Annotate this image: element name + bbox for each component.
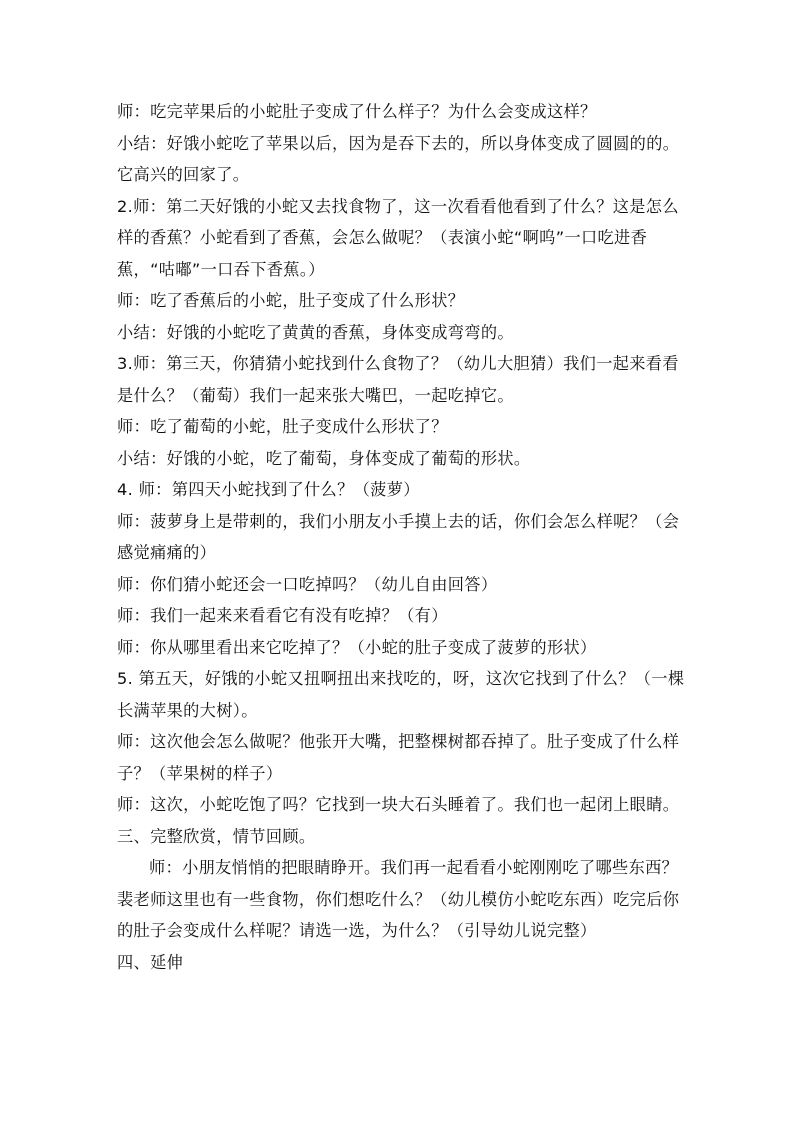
text-line: 样的香蕉？小蛇看到了香蕉，会怎么做呢？（表演小蛇“啊呜”一口吃进香	[117, 228, 648, 247]
text-line: 裴老师这里也有一些食物，你们想吃什么？（幼儿模仿小蛇吃东西）吃完后你	[117, 889, 680, 909]
text-line: 蕉，“咕嘟”一口吞下香蕉。）	[117, 259, 325, 279]
text-line: 小结：好饿的小蛇吃了黄黄的香蕉，身体变成弯弯的。	[117, 322, 514, 342]
text-line: 师：吃完苹果后的小蛇肚子变成了什么样子？为什么会变成这样？	[117, 102, 597, 121]
text-line: 是什么？（葡萄）我们一起来张大嘴巴，一起吃掉它。	[117, 385, 514, 405]
text-line: 师：你从哪里看出来它吃掉了？（小蛇的肚子变成了菠萝的形状）	[117, 637, 597, 657]
text-line: 师：小朋友悄悄的把眼睛睁开。我们再一起看看小蛇刚刚吃了哪些东西？	[149, 858, 679, 877]
text-line: 感觉痛痛的）	[117, 543, 217, 562]
text-line: 师：吃了葡萄的小蛇，肚子变成什么形状了？	[117, 417, 448, 436]
document-body	[117, 96, 685, 978]
text-line: 3.师：第三天，你猜猜小蛇找到什么食物了？（幼儿大胆猜）我们一起来看看	[117, 354, 679, 373]
text-line: 师：这次他会怎么做呢？他张开大嘴，把整棵树都吞掉了。肚子变成了什么样	[117, 732, 680, 751]
text-line: 它高兴的回家了。	[117, 165, 250, 184]
text-line: 长满苹果的大树）。	[117, 700, 258, 720]
text-line: 小结：好饿的小蛇，吃了葡萄，身体变成了葡萄的形状。	[117, 448, 531, 468]
text-line: 4. 师：第四天小蛇找到了什么？（菠萝）	[117, 480, 420, 499]
text-line: 师：这次，小蛇吃饱了吗？它找到一块大石头睡着了。我们也一起闭上眼睛。	[117, 795, 680, 814]
text-line: 子？（苹果树的样子）	[117, 763, 283, 783]
text-line: 小结：好饿小蛇吃了苹果以后，因为是吞下去的，所以身体变成了圆圆的的。	[117, 133, 680, 153]
text-line: 的肚子会变成什么样呢？请选一选，为什么？（引导幼儿说完整）	[117, 921, 597, 940]
text-line: 师：菠萝身上是带刺的，我们小朋友小手摸上去的话，你们会怎么样呢？（会	[117, 511, 680, 531]
text-line: 师：你们猜小蛇还会一口吃掉吗？（幼儿自由回答）	[117, 574, 498, 594]
section-heading: 三、完整欣赏，情节回顾。	[117, 826, 316, 846]
text-line: 2.师：第二天好饿的小蛇又去找食物了，这一次看看他看到了什么？这是怎么	[117, 196, 679, 216]
section-heading: 四、延伸	[117, 952, 184, 972]
text-line: 5. 第五天，好饿的小蛇又扭啊扭出来找吃的，呀，这次它找到了什么？（一棵	[117, 669, 685, 688]
text-line: 师：我们一起来来看看它有没有吃掉？（有）	[117, 606, 448, 625]
text-line: 师：吃了香蕉后的小蛇，肚子变成了什么形状？	[117, 291, 465, 310]
